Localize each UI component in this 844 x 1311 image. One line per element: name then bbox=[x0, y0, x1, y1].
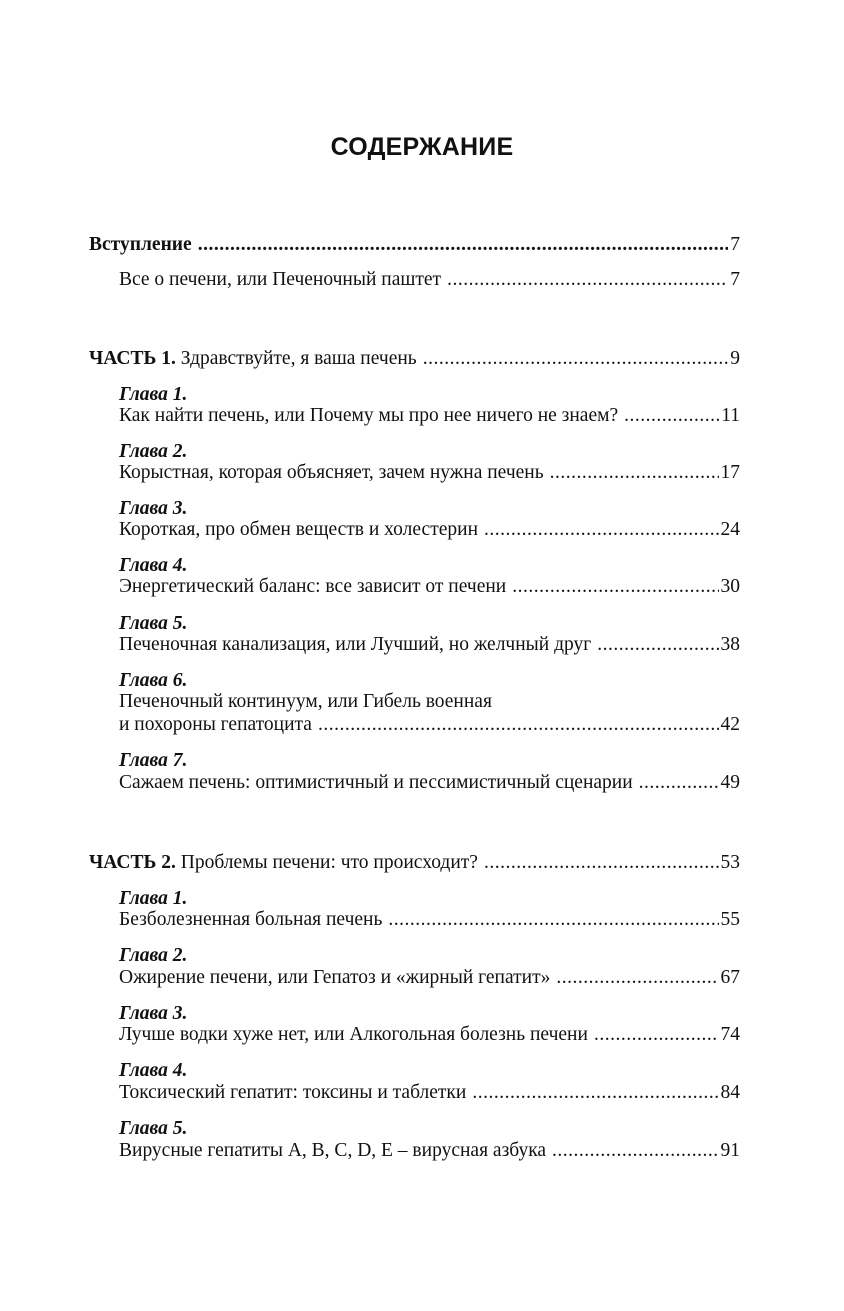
toc-entry-chapter[interactable] bbox=[119, 966, 740, 990]
chapter-label: Глава 1. bbox=[119, 384, 188, 405]
leader-dots bbox=[318, 713, 719, 737]
chapter-label: Глава 3. bbox=[119, 1003, 188, 1024]
chapter-title: Токсический гепатит: токсины и таблетки bbox=[119, 1082, 467, 1103]
toc-page-number: 67 bbox=[720, 967, 740, 988]
toc-page-number: 38 bbox=[720, 634, 740, 655]
toc-entry-chapter[interactable] bbox=[119, 575, 740, 599]
toc-part-heading bbox=[89, 347, 417, 371]
chapter-label: Глава 1. bbox=[119, 888, 188, 909]
toc-page-number: 11 bbox=[721, 405, 740, 426]
chapter-label: Глава 7. bbox=[119, 750, 188, 771]
chapter-title: Печеночная канализация, или Лучший, но желчный друг bbox=[119, 634, 592, 655]
toc-entry-label: Вступление bbox=[89, 234, 192, 255]
chapter-label: Глава 3. bbox=[119, 498, 188, 519]
toc-page-number: 24 bbox=[720, 519, 740, 540]
chapter-title: Сажаем печень: оптимистичный и пессимистичный сценарии bbox=[119, 772, 633, 793]
toc-page-number: 7 bbox=[730, 269, 740, 290]
toc-page-number: 84 bbox=[720, 1082, 740, 1103]
part-prefix: ЧАСТЬ 1. bbox=[89, 348, 176, 369]
leader-dots bbox=[198, 233, 729, 257]
leader-dots bbox=[552, 1139, 718, 1163]
chapter-label: Глава 5. bbox=[119, 1118, 188, 1139]
part-prefix: ЧАСТЬ 2. bbox=[89, 852, 176, 873]
toc-page-number: 53 bbox=[720, 852, 740, 873]
chapter-label: Глава 2. bbox=[119, 945, 188, 966]
toc-entry-chapter[interactable] bbox=[119, 1081, 740, 1105]
leader-dots bbox=[639, 771, 719, 795]
chapter-label: Глава 2. bbox=[119, 441, 188, 462]
toc-part-heading bbox=[89, 851, 478, 875]
toc-entry-part2[interactable] bbox=[89, 851, 740, 875]
toc-entry-chapter[interactable] bbox=[119, 518, 740, 542]
toc-page-number: 74 bbox=[720, 1024, 740, 1045]
toc-page-number: 17 bbox=[720, 462, 740, 483]
toc-page-number: 42 bbox=[720, 714, 740, 735]
leader-dots bbox=[423, 347, 729, 371]
chapter-title: и похороны гепатоцита bbox=[119, 714, 312, 735]
chapter-label: Глава 4. bbox=[119, 1060, 188, 1081]
toc-entry-chapter[interactable] bbox=[119, 633, 740, 657]
chapter-title: Ожирение печени, или Гепатоз и «жирный гепатит» bbox=[119, 967, 551, 988]
toc-page-number: 49 bbox=[720, 772, 740, 793]
leader-dots bbox=[597, 633, 718, 657]
toc-entry-label: Все о печени, или Печеночный паштет bbox=[119, 269, 442, 290]
toc-entry-intro-sub[interactable] bbox=[119, 268, 740, 292]
leader-dots bbox=[484, 518, 719, 542]
toc-entry-part1[interactable] bbox=[89, 347, 740, 371]
leader-dots bbox=[472, 1081, 718, 1105]
part-title: Здравствуйте, я ваша печень bbox=[180, 348, 417, 369]
leader-dots bbox=[550, 461, 719, 485]
toc-entry-intro[interactable] bbox=[89, 233, 740, 257]
chapter-title: Короткая, про обмен веществ и холестерин bbox=[119, 519, 478, 540]
chapter-title: Корыстная, которая объясняет, зачем нужна печень bbox=[119, 462, 544, 483]
toc-page-number: 30 bbox=[720, 576, 740, 597]
leader-dots bbox=[624, 404, 719, 428]
leader-dots bbox=[484, 851, 719, 875]
chapter-label: Глава 6. bbox=[119, 670, 188, 691]
toc-entry-chapter[interactable] bbox=[119, 1023, 740, 1047]
toc-page-number: 9 bbox=[730, 348, 740, 369]
toc-entry-chapter[interactable] bbox=[119, 908, 740, 932]
toc-entry-chapter[interactable] bbox=[119, 713, 740, 737]
toc-page-number: 91 bbox=[720, 1140, 740, 1161]
chapter-title: Лучше водки хуже нет, или Алкогольная болезнь печени bbox=[119, 1024, 588, 1045]
chapter-label: Глава 4. bbox=[119, 555, 188, 576]
chapter-title: Энергетический баланс: все зависит от печени bbox=[119, 576, 507, 597]
page-title: СОДЕРЖАНИЕ bbox=[330, 133, 514, 161]
part-title: Проблемы печени: что происходит? bbox=[180, 852, 478, 873]
toc-page-number: 7 bbox=[730, 234, 740, 255]
toc-page-number: 55 bbox=[720, 909, 740, 930]
toc-entry-chapter[interactable] bbox=[119, 404, 740, 428]
leader-dots bbox=[388, 908, 718, 932]
chapter-title: Как найти печень, или Почему мы про нее ничего не знаем? bbox=[119, 405, 619, 426]
chapter-title-line1: Печеночный континуум, или Гибель военная bbox=[119, 691, 492, 712]
toc-entry-chapter[interactable] bbox=[119, 1139, 740, 1163]
leader-dots bbox=[594, 1023, 719, 1047]
toc-entry-chapter[interactable] bbox=[119, 461, 740, 485]
chapter-label: Глава 5. bbox=[119, 613, 188, 634]
leader-dots bbox=[447, 268, 728, 292]
chapter-title: Вирусные гепатиты A, B, C, D, E – вирусная азбука bbox=[119, 1140, 547, 1161]
leader-dots bbox=[512, 575, 718, 599]
chapter-title: Безболезненная больная печень bbox=[119, 909, 383, 930]
toc-entry-chapter[interactable] bbox=[119, 771, 740, 795]
leader-dots bbox=[556, 966, 718, 990]
